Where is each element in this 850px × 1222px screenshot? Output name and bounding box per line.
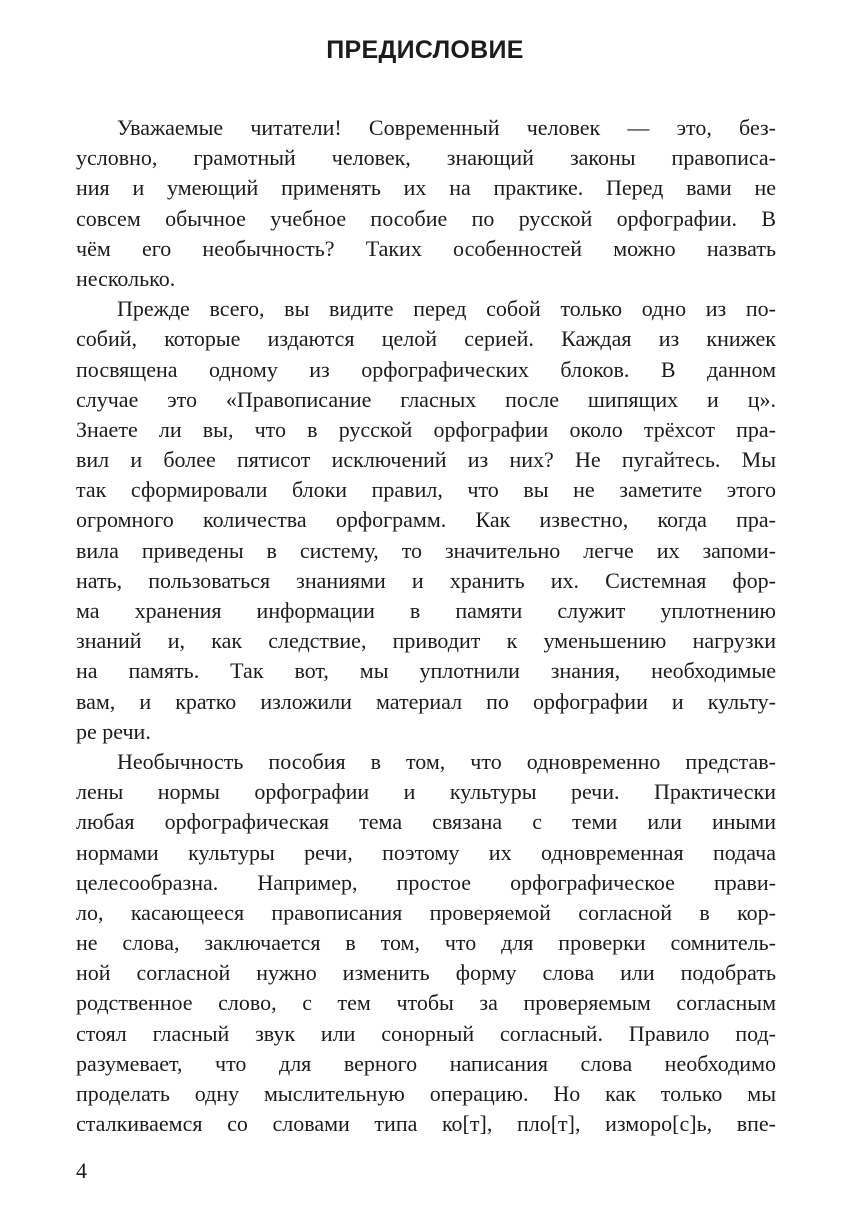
text-line: целесообразна. Например, простое орфографическое прави- bbox=[76, 869, 776, 895]
text-line: на память. Так вот, мы уплотнили знания, необходимые bbox=[76, 658, 776, 684]
text-line: огромного количества орфограмм. Как известно, когда пра- bbox=[76, 507, 776, 533]
text-line: ло, касающееся правописания проверяемой согласной в кор- bbox=[76, 899, 776, 925]
text-line: совсем обычное учебное пособие по русской орфографии. В bbox=[76, 205, 776, 231]
text-line: Знаете ли вы, что в русской орфографии около трёхсот пра- bbox=[76, 416, 776, 442]
text-line: чём его необычность? Таких особенностей можно назвать bbox=[76, 235, 776, 261]
text-line: вам, и кратко изложили материал по орфографии и культу- bbox=[76, 688, 776, 714]
paragraph-3 bbox=[76, 747, 776, 1139]
text-line: разумевает, что для верного написания слова необходимо bbox=[76, 1050, 776, 1076]
text-line: Необычность пособия в том, что одновременно представ- bbox=[117, 748, 776, 774]
text-line: не слова, заключается в том, что для проверки сомнитель- bbox=[76, 930, 776, 956]
page-number: 4 bbox=[76, 1158, 87, 1183]
text-line: условно, грамотный человек, знающий законы правописа- bbox=[76, 145, 776, 171]
text-line: сталкиваемся со словами типа ко[т], пло[т], изморо[с]ь, впе- bbox=[76, 1111, 776, 1137]
page-title: ПРЕДИСЛОВИЕ bbox=[326, 36, 524, 64]
text-line: любая орфографическая тема связана с теми или иными bbox=[76, 809, 776, 835]
text-line: ния и умеющий применять их на практике. Перед вами не bbox=[76, 175, 776, 201]
text-line: родственное слово, с тем чтобы за проверяемым согласным bbox=[76, 990, 776, 1016]
text-line: ре речи. bbox=[76, 718, 151, 744]
text-line: вил и более пятисот исключений из них? Не пугайтесь. Мы bbox=[76, 447, 776, 473]
text-line: нать, пользоваться знаниями и хранить их. Системная фор- bbox=[76, 567, 776, 593]
paragraph-1 bbox=[76, 113, 776, 294]
text-line: ма хранения информации в памяти служит уплотнению bbox=[76, 598, 776, 623]
text-line: Уважаемые читатели! Современный человек — это, без- bbox=[117, 115, 776, 140]
text-line: посвящена одному из орфографических блоков. В данном bbox=[76, 356, 776, 382]
text-line: так сформировали блоки правил, что вы не заметите этого bbox=[76, 477, 776, 503]
text-line: ной согласной нужно изменить форму слова или подобрать bbox=[76, 960, 776, 986]
text-line: Прежде всего, вы видите перед собой только одно из по- bbox=[117, 296, 776, 322]
text-line: случае это «Правописание гласных после шипящих и ц». bbox=[76, 386, 776, 412]
text-line: проделать одну мыслительную операцию. Но как только мы bbox=[76, 1081, 776, 1106]
body-text bbox=[76, 113, 776, 1139]
text-line: нормами культуры речи, поэтому их одновременная подача bbox=[76, 839, 776, 865]
text-line: стоял гласный звук или сонорный согласный. Правило под- bbox=[76, 1020, 776, 1046]
text-line: собий, которые издаются целой серией. Каждая из книжек bbox=[76, 326, 776, 352]
text-line: знаний и, как следствие, приводит к уменьшению нагрузки bbox=[76, 628, 776, 654]
text-line: несколько. bbox=[76, 265, 176, 291]
paragraph-2 bbox=[76, 294, 776, 747]
text-line: вила приведены в систему, то значительно легче их запоми- bbox=[76, 537, 776, 563]
text-line: лены нормы орфографии и культуры речи. Практически bbox=[76, 779, 776, 805]
